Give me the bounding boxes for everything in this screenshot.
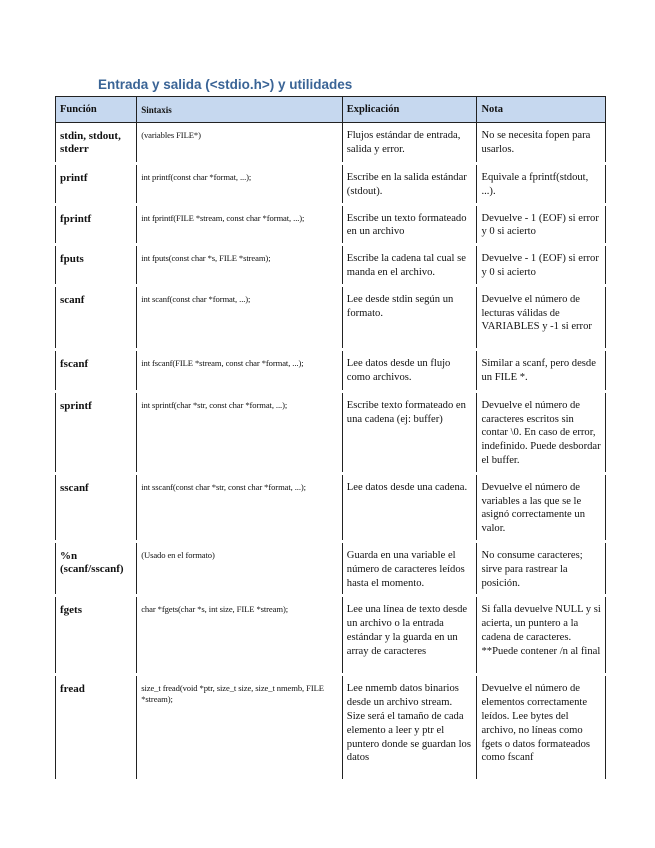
explanation-cell: Lee datos desde un flujo como archivos.: [342, 349, 477, 391]
function-cell: fgets: [56, 596, 137, 675]
explanation-cell: Flujos estándar de entrada, salida y error.: [342, 123, 477, 164]
note-cell: Si falla devuelve NULL y si acierta, un puntero a la cadena de caracteres. **Puede contener /n al final: [477, 596, 606, 675]
explanation-cell: Guarda en una variable el número de caracteres leídos hasta el momento.: [342, 541, 477, 595]
header-explanation: Explicación: [342, 97, 477, 123]
function-cell: stdin, stdout, stderr: [56, 123, 137, 164]
syntax-cell: int fputs(const char *s, FILE *stream);: [137, 245, 343, 286]
header-row: [56, 97, 606, 123]
table-row: [56, 204, 606, 245]
function-cell: printf: [56, 164, 137, 205]
table-row: [56, 541, 606, 595]
table-row: [56, 285, 606, 349]
table-header: [56, 97, 606, 123]
explanation-cell: Lee datos desde una cadena.: [342, 473, 477, 541]
note-cell: Devuelve el número de lecturas válidas de VARIABLES y -1 si error: [477, 285, 606, 349]
table-row: [56, 245, 606, 286]
function-cell: sprintf: [56, 391, 137, 473]
header-function: Función: [56, 97, 137, 123]
syntax-cell: int fprintf(FILE *stream, const char *format, ...);: [137, 204, 343, 245]
table-body: [56, 123, 606, 781]
function-cell: sscanf: [56, 473, 137, 541]
syntax-cell: int printf(const char *format, ...);: [137, 164, 343, 205]
explanation-cell: Escribe la cadena tal cual se manda en el archivo.: [342, 245, 477, 286]
function-cell: fprintf: [56, 204, 137, 245]
syntax-cell: (variables FILE*): [137, 123, 343, 164]
explanation-cell: Escribe en la salida estándar (stdout).: [342, 164, 477, 205]
function-cell: fscanf: [56, 349, 137, 391]
header-syntax: Sintaxis: [137, 97, 343, 123]
syntax-cell: (Usado en el formato): [137, 541, 343, 595]
note-cell: Devuelve - 1 (EOF) si error y 0 si acierto: [477, 245, 606, 286]
explanation-cell: Escribe texto formateado en una cadena (ej: buffer): [342, 391, 477, 473]
table-row: [56, 473, 606, 541]
note-cell: No consume caracteres; sirve para rastrear la posición.: [477, 541, 606, 595]
syntax-cell: int scanf(const char *format, ...);: [137, 285, 343, 349]
section-title: Entrada y salida (<stdio.h>) y utilidades: [98, 77, 353, 92]
function-cell: scanf: [56, 285, 137, 349]
note-cell: Devuelve el número de caracteres escritos sin contar \0. En caso de error, indefinido. Puede desbordar el buffer.: [477, 391, 606, 473]
table-row: [56, 391, 606, 473]
note-cell: Devuelve el número de variables a las que se le asignó correctamente un valor.: [477, 473, 606, 541]
explanation-cell: Lee nmemb datos binarios desde un archivo stream. Size será el tamaño de cada elemento a leer y ptr el puntero donde se guardan los datos: [342, 675, 477, 781]
explanation-cell: Escribe un texto formateado en un archivo: [342, 204, 477, 245]
explanation-cell: Lee una línea de texto desde un archivo o la entrada estándar y la guarda en un array de caracteres: [342, 596, 477, 675]
table-row: [56, 349, 606, 391]
syntax-cell: size_t fread(void *ptr, size_t size, size_t nmemb, FILE *stream);: [137, 675, 343, 781]
header-note: Nota: [477, 97, 606, 123]
syntax-cell: int sprintf(char *str, const char *format, ...);: [137, 391, 343, 473]
note-cell: No se necesita fopen para usarlos.: [477, 123, 606, 164]
reference-table: [55, 96, 606, 782]
explanation-cell: Lee desde stdin según un formato.: [342, 285, 477, 349]
table-row: [56, 164, 606, 205]
syntax-cell: char *fgets(char *s, int size, FILE *stream);: [137, 596, 343, 675]
syntax-cell: int sscanf(const char *str, const char *format, ...);: [137, 473, 343, 541]
table-row: [56, 596, 606, 675]
function-cell: fputs: [56, 245, 137, 286]
note-cell: Equivale a fprintf(stdout, ...).: [477, 164, 606, 205]
syntax-cell: int fscanf(FILE *stream, const char *format, ...);: [137, 349, 343, 391]
note-cell: Devuelve - 1 (EOF) si error y 0 si acierto: [477, 204, 606, 245]
note-cell: Devuelve el número de elementos correctamente leídos. Lee bytes del archivo, no líneas como fgets o datos formateados como fscanf: [477, 675, 606, 781]
note-cell: Similar a scanf, pero desde un FILE *.: [477, 349, 606, 391]
function-cell: fread: [56, 675, 137, 781]
function-cell: %n (scanf/sscanf): [56, 541, 137, 595]
table-row: [56, 123, 606, 164]
table-row: [56, 675, 606, 781]
